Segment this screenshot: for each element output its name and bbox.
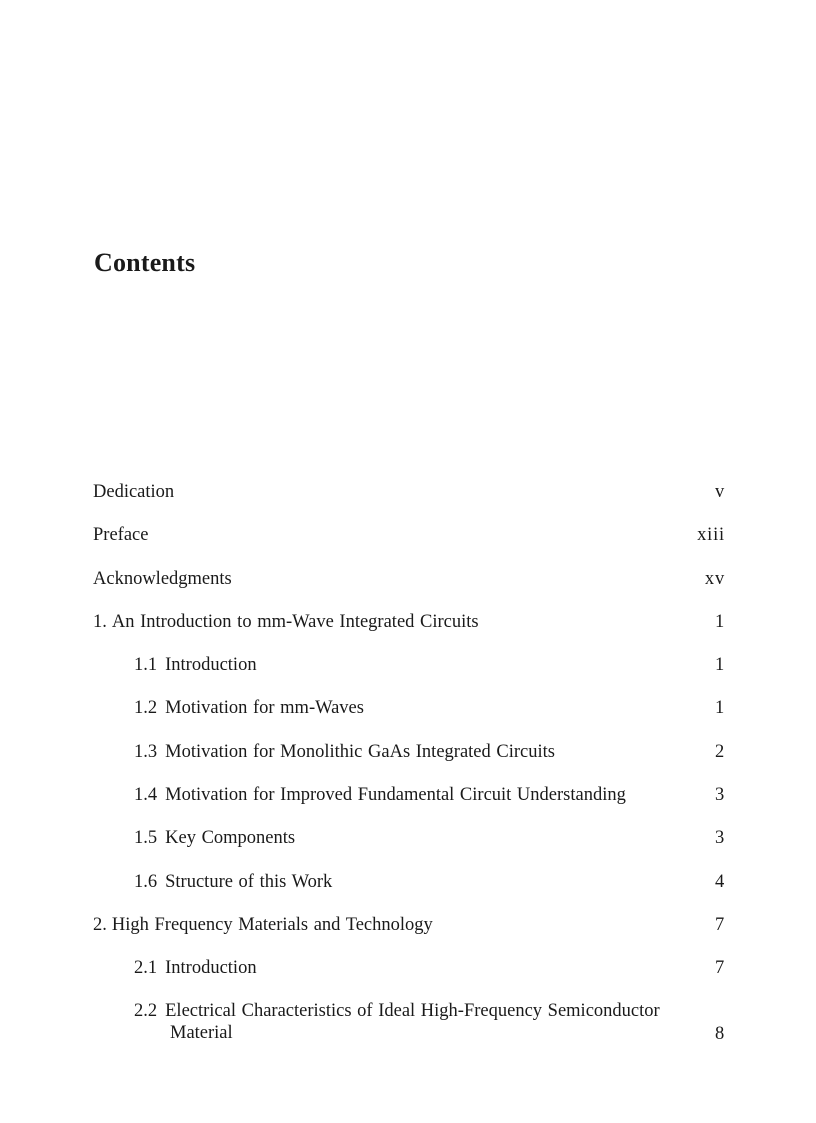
toc-entry-number: 1.1	[134, 655, 158, 676]
toc-entry-number: 1.6	[134, 871, 158, 892]
toc-entry-title: Motivation for Improved Fundamental Circuit Understanding	[165, 785, 626, 806]
toc-section-1-6[interactable]	[93, 870, 725, 913]
toc-entry-number: 1.	[93, 611, 107, 632]
toc-entry-page: 4	[714, 871, 725, 892]
toc-entry-page: 7	[714, 958, 725, 979]
toc-entry-number: 2.1	[134, 958, 158, 979]
toc-entry-page: 2	[714, 741, 725, 762]
toc-entry-title: Preface	[93, 525, 149, 546]
toc-entry-page: 3	[714, 785, 725, 806]
toc-section-1-3[interactable]	[93, 740, 725, 783]
toc-entry-page: 1	[714, 698, 725, 719]
toc-section-1-4[interactable]	[93, 783, 725, 826]
toc-entry-dedication[interactable]	[93, 480, 725, 523]
toc-entry-page: 7	[714, 914, 725, 935]
page-title: Contents	[94, 248, 196, 277]
toc-entry-page: 8	[714, 1023, 725, 1044]
table-of-contents	[93, 480, 725, 1060]
toc-entry-page: 3	[714, 828, 725, 849]
toc-entry-acknowledgments[interactable]	[93, 567, 725, 610]
toc-entry-page: 1	[714, 611, 725, 632]
toc-entry-number: 1.2	[134, 698, 158, 719]
toc-entry-title-continuation: Material	[170, 1022, 233, 1043]
toc-entry-page: xv	[704, 568, 725, 589]
toc-entry-title: Structure of this Work	[165, 871, 333, 892]
toc-chapter-2[interactable]	[93, 913, 725, 956]
toc-section-2-1[interactable]	[93, 956, 725, 999]
toc-entry-title: Motivation for Monolithic GaAs Integrated Circuits	[165, 741, 555, 762]
toc-entry-title: An Introduction to mm-Wave Integrated Circuits	[111, 611, 479, 632]
toc-section-1-5[interactable]	[93, 826, 725, 869]
toc-chapter-1[interactable]	[93, 610, 725, 653]
toc-entry-title: High Frequency Materials and Technology	[111, 914, 433, 935]
toc-section-1-2[interactable]	[93, 696, 725, 739]
toc-entry-number: 1.5	[134, 828, 158, 849]
toc-entry-number: 2.	[93, 914, 107, 935]
toc-section-2-2[interactable]	[93, 1000, 725, 1060]
toc-entry-title: Motivation for mm-Waves	[165, 698, 364, 719]
toc-entry-number: 1.3	[134, 741, 158, 762]
toc-entry-page: 1	[714, 655, 725, 676]
toc-entry-number: 1.4	[134, 785, 158, 806]
toc-entry-title: Electrical Characteristics of Ideal High-Frequency Semiconductor	[165, 1000, 660, 1021]
toc-entry-title: Acknowledgments	[93, 568, 232, 589]
toc-entry-title: Introduction	[165, 958, 257, 979]
toc-entry-page: v	[714, 482, 725, 502]
toc-entry-preface[interactable]	[93, 523, 725, 566]
toc-entry-page: xiii	[697, 525, 725, 546]
toc-entry-title: Key Components	[165, 828, 296, 849]
toc-entry-title: Introduction	[165, 655, 257, 676]
toc-entry-title: Dedication	[93, 482, 175, 502]
toc-section-1-1[interactable]	[93, 653, 725, 696]
toc-entry-number: 2.2	[134, 1000, 158, 1021]
